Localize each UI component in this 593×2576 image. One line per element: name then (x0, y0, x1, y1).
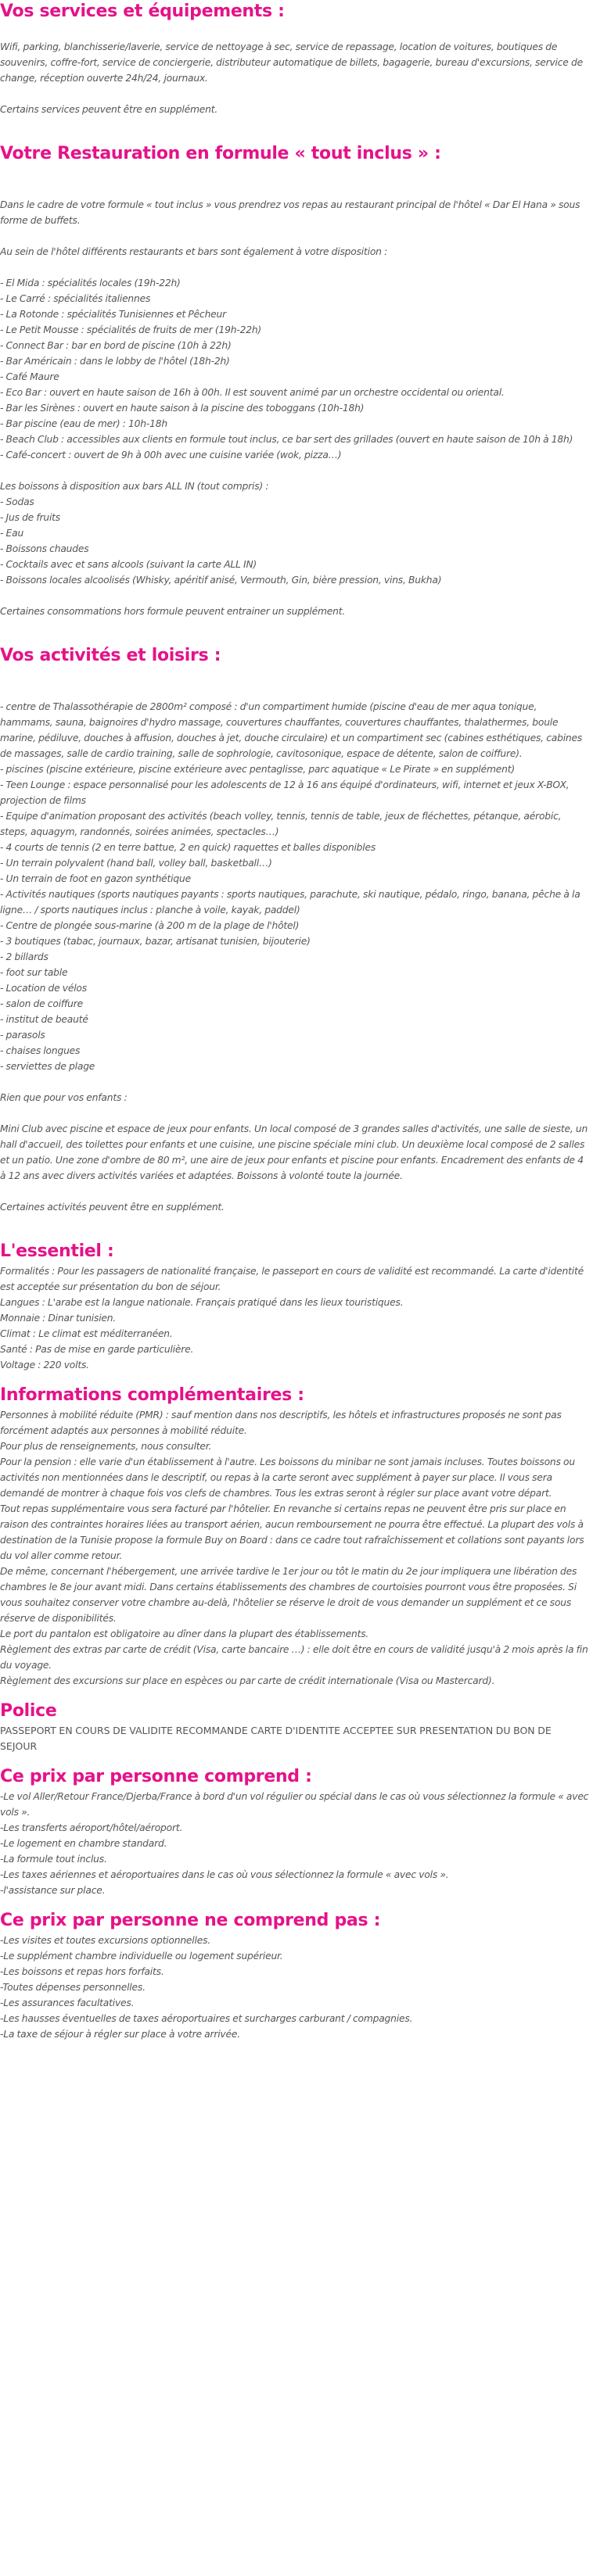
text-line: - salon de coiffure (0, 998, 83, 1009)
section-gap (0, 1689, 590, 1700)
text-line: Wifi, parking, blanchisserie/laverie, service de nettoyage à sec, service de repassage, location de voitures, boutiques de souvenirs, coffre-fort, service de conciergerie, distributeur automatique de billets, bagagerie, bureau d'excursions, service de change, réception ouverte 24h/24, journaux. (0, 41, 583, 84)
text-line: Au sein de l'hôtel différents restaurants et bars sont également à votre disposition : (0, 246, 388, 257)
spacer (0, 23, 590, 39)
text-line: - Sodas (0, 496, 34, 507)
text-line: Langues : L'arabe est la langue nationale. Français pratiqué dans les lieux touristiques. (0, 1297, 404, 1308)
text-line: Le port du pantalon est obligatoire au dîner dans la plupart des établissements. (0, 1628, 369, 1639)
text-line: - Centre de plongée sous-marine (à 200 m de la plage de l'hôtel) (0, 920, 300, 931)
section-1 (0, 142, 593, 644)
section-body (0, 1263, 590, 1373)
text-line: -Les hausses éventuelles de taxes aéroportuaires et surcharges carburant / compagnies. (0, 2013, 413, 2024)
section-4 (0, 1384, 593, 1700)
section-body (0, 668, 590, 1215)
section-5 (0, 1700, 593, 1765)
section-title: Ce prix par personne comprend : (0, 1767, 312, 1786)
text-line: -Les boissons et repas hors forfaits. (0, 1966, 164, 1977)
text-line: - Teen Lounge : espace personnalisé pour les adolescents de 12 à 16 ans équipé d'ordinateurs, wifi, internet et jeux X-BOX, projection de films (0, 779, 570, 806)
text-line: - Café-concert : ouvert de 9h à 00h avec une cuisine variée (wok, pizza…) (0, 450, 342, 460)
text-line: - Eco Bar : ouvert en haute saison de 16h à 00h. Il est souvent animé par un orchestre occidental ou oriental. (0, 387, 505, 398)
spacer (0, 228, 590, 244)
text-line: - Un terrain de foot en gazon synthétique (0, 873, 191, 884)
section-title: Ce prix par personne ne comprend pas : (0, 1911, 381, 1930)
section-title: Vos services et équipements : (0, 2, 285, 21)
spacer (0, 668, 590, 683)
text-line: -l'assistance sur place. (0, 1885, 106, 1896)
text-line: - Beach Club : accessibles aux clients en formule tout inclus, ce bar sert des grillades (ouvert en haute saison de 10h à 18h) (0, 434, 573, 445)
text-line: -Les transferts aéroport/hôtel/aéroport. (0, 1822, 183, 1833)
spacer (0, 463, 590, 478)
section-gap (0, 117, 590, 142)
text-line: -La formule tout inclus. (0, 1854, 107, 1865)
text-line: Monnaie : Dinar tunisien. (0, 1313, 117, 1324)
section-body (0, 1407, 590, 1689)
section-7 (0, 1909, 593, 2042)
text-line: - 4 courts de tennis (2 en terre battue, 2 en quick) raquettes et balles disponibles (0, 842, 376, 853)
text-line: Personnes à mobilité réduite (PMR) : sauf mention dans nos descriptifs, les hôtels et infrastructures proposés ne sont pas forcément adaptés aux personnes à mobilité réduite. (0, 1410, 562, 1436)
section-gap (0, 1754, 590, 1765)
section-title: Informations complémentaires : (0, 1385, 304, 1405)
text-line: - Bar Américain : dans le lobby de l'hôtel (18h-2h) (0, 356, 230, 367)
text-line: - Jus de fruits (0, 512, 60, 523)
spacer (0, 588, 590, 604)
text-line: - serviettes de plage (0, 1061, 95, 1072)
text-line: -Le logement en chambre standard. (0, 1838, 167, 1849)
text-line: PASSEPORT EN COURS DE VALIDITE RECOMMANDE CARTE D'IDENTITE ACCEPTEE SUR PRESENTATION DU BON DE SEJOUR (0, 1725, 552, 1752)
text-line: Santé : Pas de mise en garde particulière. (0, 1344, 194, 1355)
text-line: Certains services peuvent être en supplément. (0, 104, 218, 115)
text-line: - Le Petit Mousse : spécialités de fruits de mer (19h-22h) (0, 324, 262, 335)
text-line: - Connect Bar : bar en bord de piscine (10h à 22h) (0, 340, 232, 351)
section-title: Vos activités et loisirs : (0, 646, 221, 665)
section-0 (0, 0, 593, 142)
section-2 (0, 644, 593, 1240)
text-line: - Le Carré : spécialités italiennes (0, 293, 151, 304)
section-title: Votre Restauration en formule « tout inclus » : (0, 144, 441, 163)
text-line: -La taxe de séjour à régler sur place à votre arrivée. (0, 2029, 240, 2040)
text-line: -Toutes dépenses personnelles. (0, 1982, 146, 1993)
text-line: Règlement des excursions sur place en espèces ou par carte de crédit internationale (Visa ou Mastercard). (0, 1675, 495, 1686)
section-body (0, 166, 590, 619)
text-line: - Location de vélos (0, 983, 87, 994)
spacer (0, 1074, 590, 1090)
text-line: Les boissons à disposition aux bars ALL IN (tout compris) : (0, 481, 269, 492)
section-body (0, 1933, 590, 2042)
section-body (0, 1789, 590, 1898)
text-line: - chaises longues (0, 1045, 81, 1056)
text-line: Certaines consommations hors formule peuvent entrainer un supplément. (0, 606, 346, 617)
spacer (0, 1105, 590, 1121)
text-line: -Le vol Aller/Retour France/Djerba/France à bord d'un vol régulier ou spécial dans le cas où vous sélectionnez la formule « avec vols ». (0, 1791, 589, 1818)
text-line: Formalités : Pour les passagers de nationalité française, le passeport en cours de validité est recommandé. La carte d'identité est acceptée sur présentation du bon de séjour. (0, 1266, 584, 1292)
text-line: Pour plus de renseignements, nous consulter. (0, 1441, 212, 1452)
text-line: Climat : Le climat est méditerranéen. (0, 1328, 173, 1339)
text-line: De même, concernant l'hébergement, une arrivée tardive le 1er jour ou tôt le matin du 2e jour impliquera une libération des chambres le 8e jour avant midi. Dans certains établissements des chambres de courtoisies pourront vous être proposées. Si vous souhaitez conserver votre chambre au-delà, l'hôtelier se réserve le droit de vous demander un supplément et ce sous réserve de disponibilités. (0, 1566, 577, 1624)
text-line: - Bar piscine (eau de mer) : 10h-18h (0, 418, 167, 429)
text-line: Pour la pension : elle varie d'un établissement à l'autre. Les boissons du minibar ne sont jamais incluses. Toutes boissons ou activités non mentionnées dans le descriptif, ou repas à la carte seront avec supplément à payer sur place. Il vous sera demandé de montrer à chaque fois vos clefs de chambres. Tous les extras seront à régler sur place avant votre départ. (0, 1456, 575, 1499)
text-line: -Les taxes aériennes et aéroportuaires dans le cas où vous sélectionnez la formule « avec vols ». (0, 1869, 449, 1880)
text-line: - parasols (0, 1030, 45, 1041)
text-line: - Bar les Sirènes : ouvert en haute saison à la piscine des toboggans (10h-18h) (0, 403, 365, 414)
text-line: Dans le cadre de votre formule « tout inclus » vous prendrez vos repas au restaurant principal de l'hôtel « Dar El Hana » sous forme de buffets. (0, 199, 580, 226)
text-line: - Boissons chaudes (0, 543, 89, 554)
text-line: -Les assurances facultatives. (0, 1997, 135, 2008)
text-line: Rien que pour vos enfants : (0, 1092, 128, 1103)
text-line: - institut de beauté (0, 1014, 88, 1025)
text-line: - Cocktails avec et sans alcools (suivant la carte ALL IN) (0, 559, 257, 570)
text-line: Tout repas supplémentaire vous sera facturé par l'hôtelier. En revanche si certains repas ne peuvent être pris sur place en raison des contraintes horaires liées au transport aérien, aucun remboursement ne pourra être effectué. La plupart des vols à destination de la Tunisie propose la formule Buy on Board : dans ce cadre tout rafraîchissement et collations sont payants lors du vol aller comme retour. (0, 1503, 584, 1561)
text-line: Règlement des extras par carte de crédit (Visa, carte bancaire …) : elle doit être en cours de validité jusqu'à 2 mois après la fin du voyage. (0, 1644, 588, 1671)
text-line: - Boissons locales alcoolisés (Whisky, apéritif anisé, Vermouth, Gin, bière pression, vins, Bukha) (0, 575, 442, 586)
text-line: Certaines activités peuvent être en supplément. (0, 1202, 225, 1213)
section-body (0, 1723, 590, 1754)
text-line: - Un terrain polyvalent (hand ball, volley ball, basketball…) (0, 858, 272, 869)
spacer (0, 260, 590, 275)
spacer (0, 86, 590, 102)
section-title: L'essentiel : (0, 1241, 114, 1261)
text-line: - 3 boutiques (tabac, journaux, bazar, artisanat tunisien, bijouterie) (0, 936, 311, 947)
text-line: Voltage : 220 volts. (0, 1360, 89, 1370)
section-body (0, 23, 590, 117)
text-line: - Café Maure (0, 371, 59, 382)
section-gap (0, 619, 590, 644)
section-3 (0, 1240, 593, 1384)
text-line: - El Mida : spécialités locales (19h-22h) (0, 278, 181, 288)
spacer (0, 683, 590, 699)
text-line: - foot sur table (0, 967, 68, 978)
text-line: - Equipe d'animation proposant des activités (beach volley, tennis, tennis de table, jeux de fléchettes, pétanque, aérobic, steps, aquagym, randonnés, soirées animées, spectacles…) (0, 811, 562, 837)
text-line: - centre de Thalassothérapie de 2800m² composé : d'un compartiment humide (piscine d'eau de mer aqua tonique, hammams, sauna, baignoires d'hydro massage, couvertures chauffantes, couvertures chauffantes, thalathermes, boule marine, pédiluve, douches à affusion, douches à jet, douche circulaire) et un compartiment sec (cabines esthétiques, cabines de massages, salle de cardio training, salle de sophrologie, cavitosonique, espace de détente, salon de coiffure). (0, 701, 583, 759)
section-title: Police (0, 1701, 57, 1721)
section-gap (0, 1215, 590, 1240)
spacer (0, 1184, 590, 1199)
text-line: - La Rotonde : spécialités Tunisiennes et Pêcheur (0, 309, 226, 320)
spacer (0, 166, 590, 181)
text-line: - Activités nautiques (sports nautiques payants : sports nautiques, parachute, ski nautique, pédalo, ringo, banana, pêche à la ligne… / sports nautiques inclus : planche à voile, kayak, paddel) (0, 889, 580, 915)
text-line: -Les visites et toutes excursions optionnelles. (0, 1935, 210, 1946)
spacer (0, 181, 590, 197)
section-6 (0, 1765, 593, 1909)
text-line: - 2 billards (0, 951, 49, 962)
text-line: - piscines (piscine extérieure, piscine extérieure avec pentaglisse, parc aquatique « Le Pirate » en supplément) (0, 764, 515, 775)
text-line: Mini Club avec piscine et espace de jeux pour enfants. Un local composé de 3 grandes salles d'activités, une salle de sieste, un hall d'accueil, des toilettes pour enfants et une cuisine, une piscine spéciale mini club. Un deuxième local composé de 2 salles et un patio. Une zone d'ombre de 80 m², une aire de jeux pour enfants et piscine pour enfants. Encadrement des enfants de 4 à 12 ans avec divers activités variées et adaptées. Boissons à volonté toute la journée. (0, 1123, 588, 1181)
section-gap (0, 1373, 590, 1384)
text-line: - Eau (0, 528, 24, 539)
section-gap (0, 1898, 590, 1909)
text-line: -Le supplément chambre individuelle ou logement supérieur. (0, 1951, 283, 1962)
